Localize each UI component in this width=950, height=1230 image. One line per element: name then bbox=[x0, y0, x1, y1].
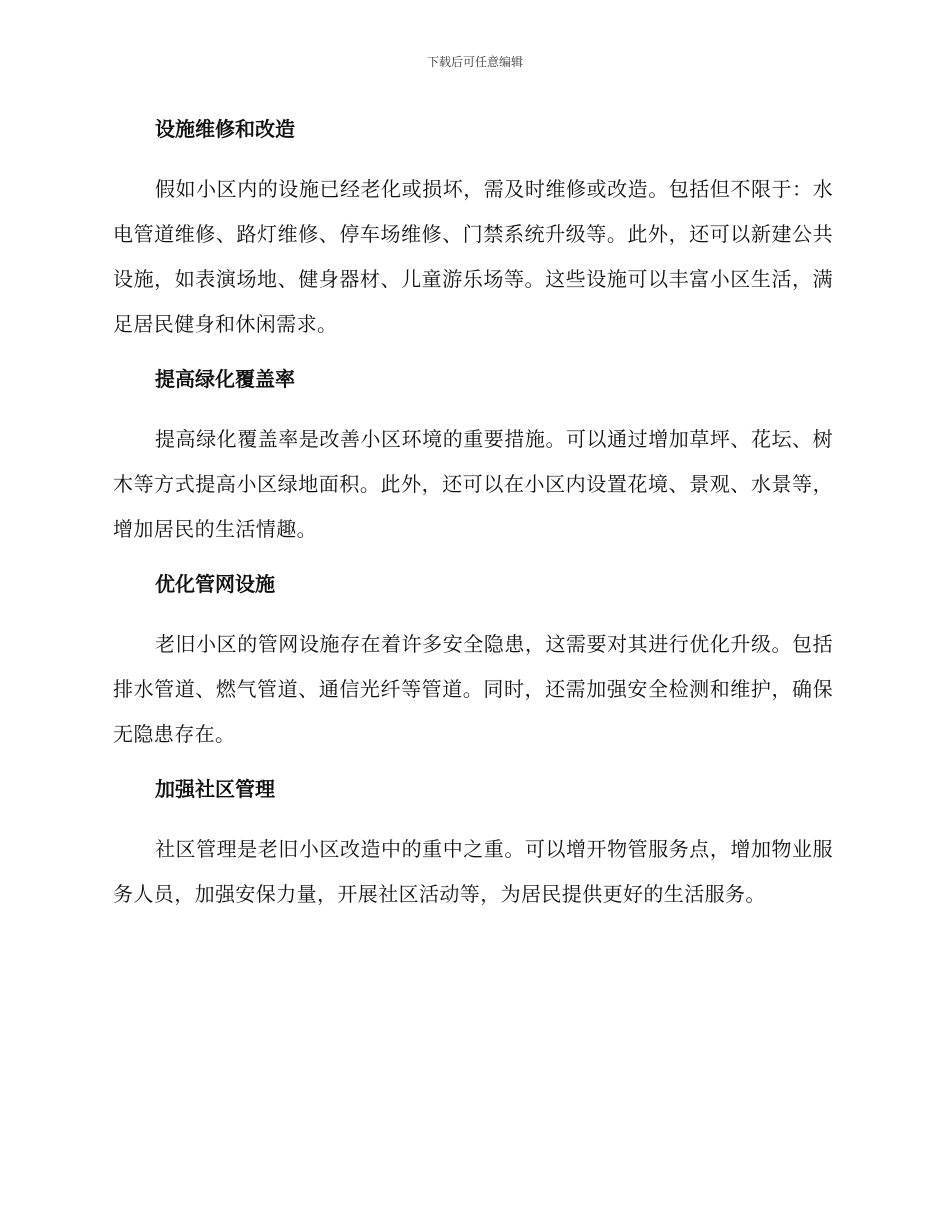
section-body-greening: 提高绿化覆盖率是改善小区环境的重要措施。可以通过增加草坪、花坛、树木等方式提高小区绿地面积。此外，还可以在小区内设置花境、景观、水景等，增加居民的生活情趣。 bbox=[113, 427, 833, 541]
section-body-pipe-network: 老旧小区的管网设施存在着许多安全隐患，这需要对其进行优化升级。包括排水管道、燃气管道、通信光纤等管道。同时，还需加强安全检测和维护，确保无隐患存在。 bbox=[113, 632, 833, 746]
section-heading-facility-repair: 设施维修和改造 bbox=[155, 117, 295, 141]
section-body-community-management: 社区管理是老旧小区改造中的重中之重。可以增开物管服务点，增加物业服务人员，加强安保力量，开展社区活动等，为居民提供更好的生活服务。 bbox=[113, 837, 833, 906]
section-body-facility-repair: 假如小区内的设施已经老化或损坏，需及时维修或改造。包括但不限于：水电管道维修、路灯维修、停车场维修、门禁系统升级等。此外，还可以新建公共设施，如表演场地、健身器材、儿童游乐场等。这些设施可以丰富小区生活，满足居民健身和休闲需求。 bbox=[113, 177, 833, 336]
section-heading-pipe-network: 优化管网设施 bbox=[155, 572, 275, 596]
document-body bbox=[113, 110, 833, 917]
section-heading-community-management: 加强社区管理 bbox=[155, 777, 275, 801]
page-header: 下载后可任意编辑 bbox=[426, 55, 523, 69]
section-heading-greening: 提高绿化覆盖率 bbox=[155, 367, 295, 391]
